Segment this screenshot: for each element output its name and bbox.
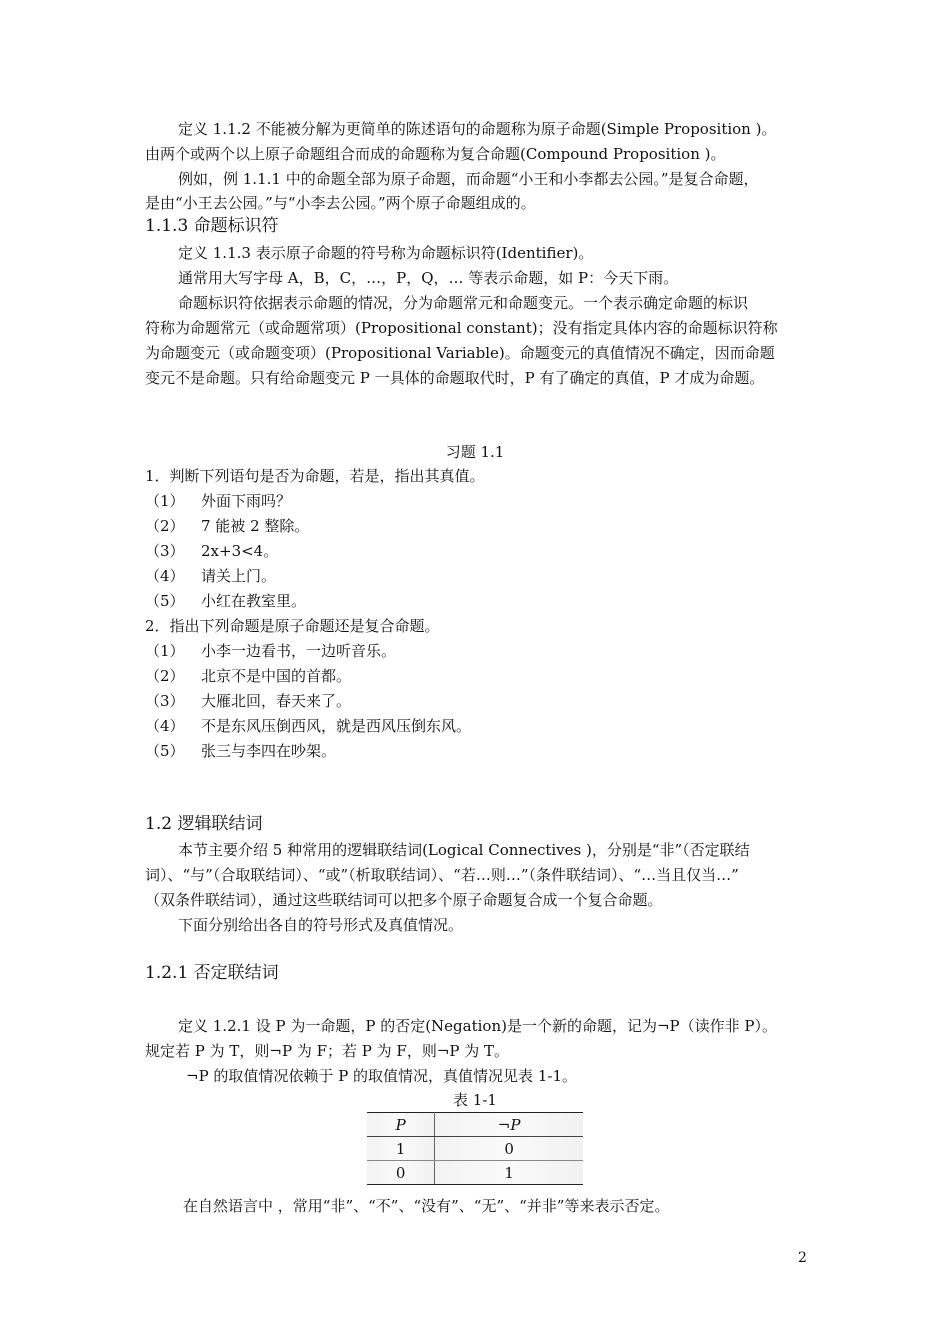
table-header-cell: ¬P — [435, 1113, 583, 1137]
table-caption: 表 1-1 — [453, 1091, 497, 1109]
exercise-item: （4） 请关上门。 — [145, 567, 277, 585]
exercise-item: （4） 不是东风压倒西风，就是西风压倒东风。 — [145, 717, 472, 735]
connectives-paragraph-line4: 下面分别给出各自的符号形式及真值情况。 — [178, 916, 464, 934]
exercise-item: （2） 7 能被 2 整除。 — [145, 517, 310, 535]
definition-1-2-1-line1: 定义 1.2.1 设 P 为一命题，P 的否定(Negation)是一个新的命题，记为¬P（读作非 P）。 — [178, 1017, 777, 1035]
negation-note: ¬P 的取值情况依赖于 P 的取值情况，真值情况见表 1-1。 — [186, 1067, 577, 1085]
exercise-question-2: 2．指出下列命题是原子命题还是复合命题。 — [145, 617, 440, 635]
exercise-item: （5） 张三与李四在吵架。 — [145, 742, 337, 760]
truth-table — [367, 1112, 583, 1185]
exercise-item: （2） 北京不是中国的首都。 — [145, 667, 352, 685]
table-row — [367, 1161, 583, 1185]
table-row — [367, 1137, 583, 1161]
exercise-item: （5） 小红在教室里。 — [145, 592, 307, 610]
connectives-paragraph-line2: 词）、“与”（合取联结词）、“或”（析取联结词）、“若…则…”（条件联结词）、“…当且仅当…” — [145, 866, 739, 884]
table-header-cell: P — [367, 1113, 435, 1137]
identifier-paragraph-line1: 命题标识符依据表示命题的情况，分为命题常元和命题变元。一个表示确定命题的标识 — [178, 294, 749, 312]
exercise-question-1: 1．判断下列语句是否为命题，若是，指出其真值。 — [145, 467, 485, 485]
exercise-item: （3） 2x+3<4。 — [145, 542, 279, 560]
identifier-paragraph-line3: 为命题变元（或命题变项）(Propositional Variable)。命题变元的真值情况不确定，因而命题 — [145, 344, 775, 362]
table-cell: 0 — [367, 1161, 435, 1185]
page-number: 2 — [798, 1250, 807, 1266]
exercise-item: （3） 大雁北回，春天来了。 — [145, 692, 352, 710]
definition-1-1-2-line2: 由两个或两个以上原子命题组合而成的命题称为复合命题(Compound Proposition )。 — [145, 145, 726, 163]
identifier-paragraph-line2: 符称为命题常元（或命题常项）(Propositional constant)；没有指定具体内容的命题标识符称 — [145, 319, 778, 337]
section-1-1-3-title: 1.1.3 命题标识符 — [145, 216, 279, 236]
definition-1-1-3: 定义 1.1.3 表示原子命题的符号称为命题标识符(Identifier)。 — [178, 244, 594, 262]
section-1-2-1-title: 1.2.1 否定联结词 — [145, 963, 279, 983]
example-line2: 是由“小王去公园。”与“小李去公园。”两个原子命题组成的。 — [145, 194, 536, 212]
exercise-item: （1） 小李一边看书，一边听音乐。 — [145, 642, 397, 660]
table-cell: 1 — [367, 1137, 435, 1161]
definition-1-2-1-line2: 规定若 P 为 T，则¬P 为 F；若 P 为 F，则¬P 为 T。 — [145, 1042, 510, 1060]
connectives-paragraph-line3: （双条件联结词），通过这些联结词可以把多个原子命题复合成一个复合命题。 — [145, 891, 663, 909]
identifier-paragraph-line4: 变元不是命题。只有给命题变元 P 一具体的命题取代时，P 有了确定的真值，P 才成为命题。 — [145, 369, 765, 387]
section-1-2-title: 1.2 逻辑联结词 — [145, 814, 263, 834]
natural-language-note: 在自然语言中 ，常用“非”、“不”、“没有”、“无”、“并非”等来表示否定。 — [183, 1197, 670, 1215]
connectives-paragraph-line1: 本节主要介绍 5 种常用的逻辑联结词(Logical Connectives )，分别是“非”（否定联结 — [178, 841, 750, 859]
exercise-title: 习题 1.1 — [445, 443, 505, 461]
table-cell: 0 — [435, 1137, 583, 1161]
exercise-item: （1） 外面下雨吗？ — [145, 492, 292, 510]
definition-1-1-2-line1: 定义 1.1.2 不能被分解为更简单的陈述语句的命题称为原子命题(Simple Proposition )。 — [178, 120, 777, 138]
table-header-row — [367, 1113, 583, 1137]
example-line1: 例如，例 1.1.1 中的命题全部为原子命题，而命题“小王和小李都去公园。”是复合命题， — [178, 170, 759, 188]
table-cell: 1 — [435, 1161, 583, 1185]
identifier-usage: 通常用大写字母 A，B，C，…，P，Q，… 等表示命题，如 P：今天下雨。 — [178, 269, 679, 287]
